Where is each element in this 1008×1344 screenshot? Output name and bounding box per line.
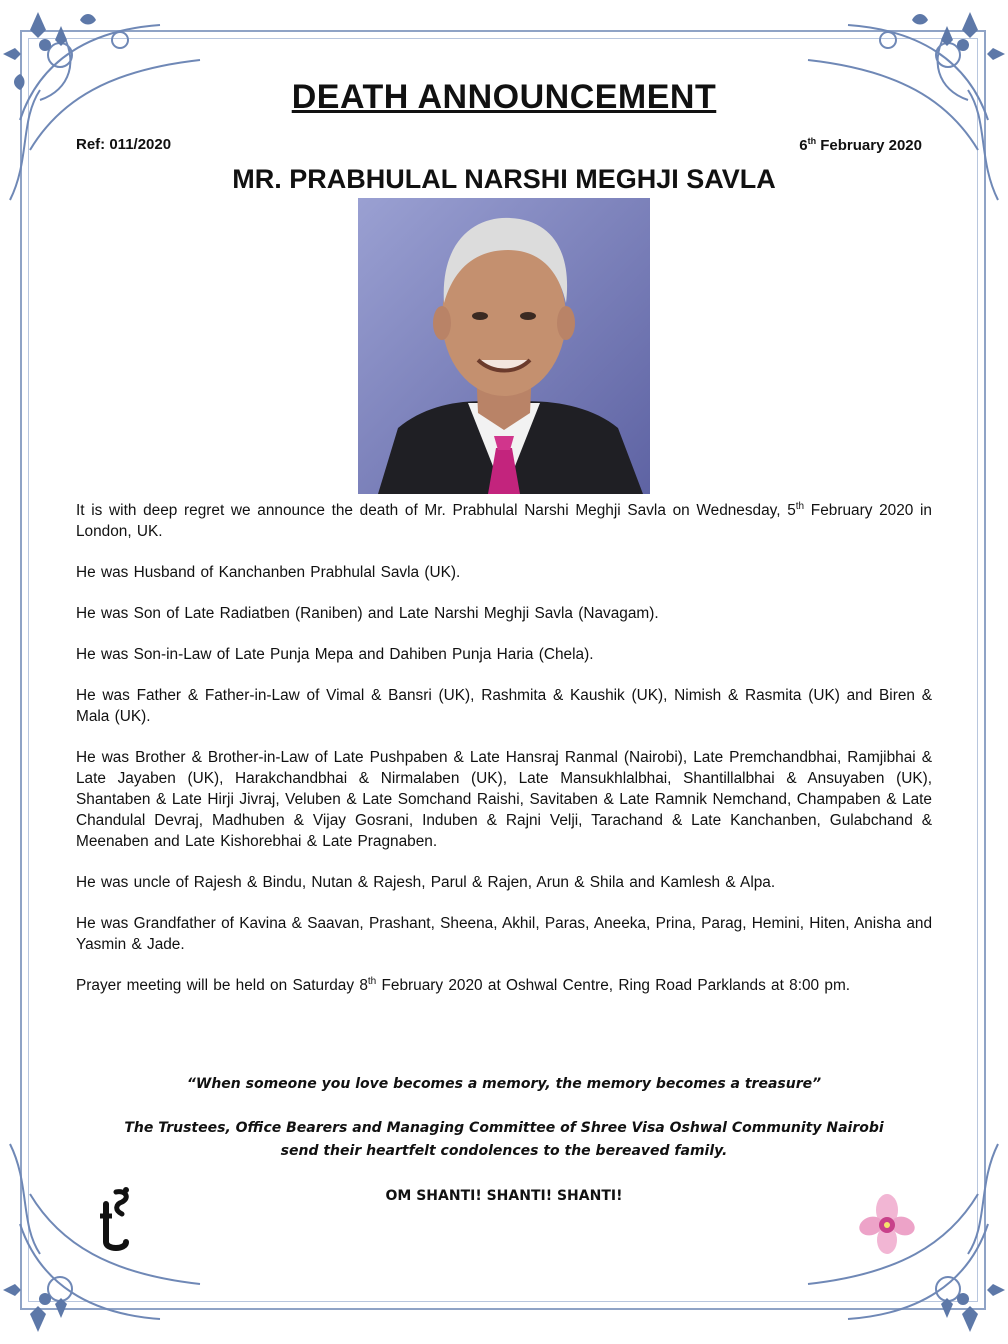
floral-corner-ornament-icon bbox=[758, 0, 1008, 250]
portrait-photo bbox=[358, 198, 650, 494]
prayer-meeting-paragraph bbox=[76, 975, 932, 996]
announcement-body bbox=[76, 500, 932, 1016]
son-paragraph: He was Son of Late Radiatben (Raniben) and Late Narshi Meghji Savla (Navagam). bbox=[76, 605, 659, 622]
pink-orchid-icon bbox=[858, 1192, 916, 1256]
uncle-paragraph: He was uncle of Rajesh & Bindu, Nutan & Rajesh, Parul & Rajen, Arun & Shila and Kamlesh & Alpa. bbox=[76, 874, 776, 891]
memorial-quote: “When someone you love becomes a memory, the memory becomes a treasure” bbox=[186, 1076, 822, 1092]
father-paragraph: He was Father & Father-in-Law of Vimal & Bansri (UK), Rashmita & Kaushik (UK), Nimish & Rasmita (UK) and Biren & Mala (UK). bbox=[76, 687, 932, 725]
date-month-year: February 2020 bbox=[816, 137, 922, 154]
deceased-name: MR. PRABHULAL NARSHI MEGHJI SAVLA bbox=[232, 164, 776, 194]
death-notice-text-a: It is with deep regret we announce the death of Mr. Prabhulal Narshi Meghji Savla on Wednesday, 5 bbox=[76, 502, 796, 519]
floral-corner-ornament-icon bbox=[0, 0, 250, 250]
condolence-line-1: The Trustees, Office Bearers and Managing Committee of Shree Visa Oshwal Community Nairobi bbox=[124, 1120, 884, 1136]
condolence-line-2: send their heartfelt condolences to the bereaved family. bbox=[280, 1143, 728, 1159]
announcement-date bbox=[799, 136, 922, 154]
prayer-suffix: th bbox=[367, 975, 377, 987]
husband-paragraph: He was Husband of Kanchanben Prabhulal Savla (UK). bbox=[76, 564, 461, 581]
page-title: DEATH ANNOUNCEMENT bbox=[291, 78, 717, 116]
date-day: 6 bbox=[799, 137, 808, 154]
jain-om-symbol-icon bbox=[96, 1184, 136, 1254]
son-in-law-paragraph: He was Son-in-Law of Late Punja Mepa and Dahiben Punja Haria (Chela). bbox=[76, 646, 594, 663]
death-notice-suffix: th bbox=[795, 500, 805, 512]
prayer-text-b: February 2020 at Oshwal Centre, Ring Road Parklands at 8:00 pm. bbox=[376, 977, 851, 994]
grandfather-paragraph: He was Grandfather of Kavina & Saavan, Prashant, Sheena, Akhil, Paras, Aneeka, Prina, Parag, Hemini, Hiten, Anisha and Yasmin & Jade. bbox=[76, 915, 932, 953]
prayer-text-a: Prayer meeting will be held on Saturday 8 bbox=[76, 977, 368, 994]
death-notice-text-b: February 2020 in London, UK. bbox=[76, 502, 932, 540]
condolence-message bbox=[0, 1117, 1008, 1163]
date-suffix: th bbox=[807, 136, 817, 146]
reference-number: Ref: 011/2020 bbox=[76, 136, 172, 153]
brother-paragraph: He was Brother & Brother-in-Law of Late Pushpaben & Late Hansraj Ranmal (Nairobi), Late Premchandbhai, Ramjibhai & Late Jayaben (UK), Harakchandbhai & Nirmalaben (UK), Late Mansukhlalbhai, Shantillalbhai & Ansuyaben (UK), Shantaben & Late Hirji Jivraj, Veluben & Late Somchand Raishi, Savitaben & Late Ramnik Nemchand, Champaben & Late Chandulal Devraj, Madhuben & Vijay Gosrani, Induben & Rajni Velji, Tarachand & Late Kanchanben, Gulabchand & Meenaben and Late Kishorebhai & Late Pragnaben. bbox=[76, 749, 932, 850]
closing-prayer: OM SHANTI! SHANTI! SHANTI! bbox=[385, 1188, 623, 1204]
death-notice-paragraph bbox=[76, 500, 932, 542]
